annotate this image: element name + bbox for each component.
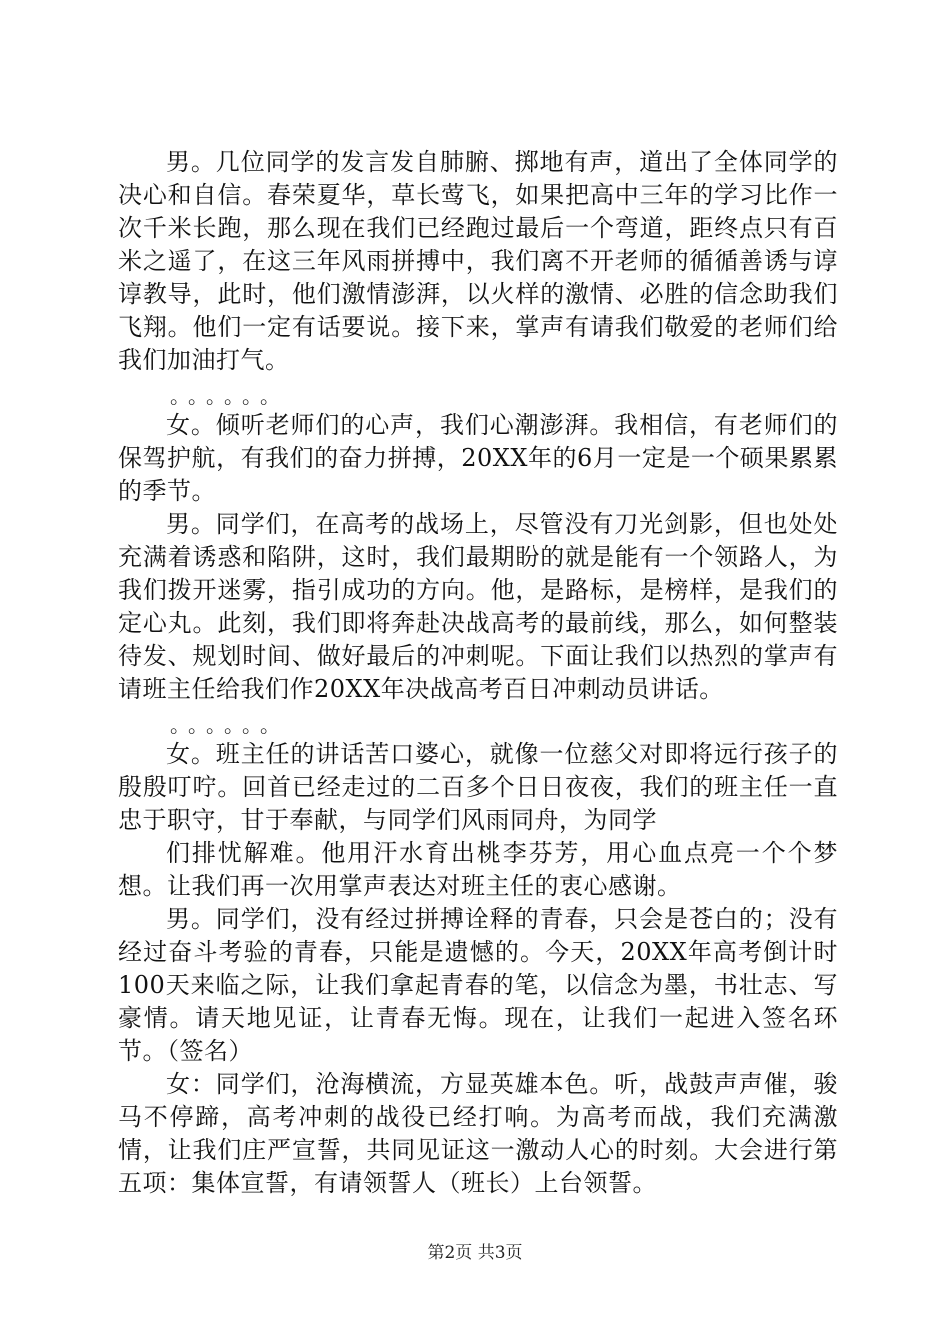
paragraph-male-1: 男。几位同学的发言发自肺腑、掷地有声，道出了全体同学的决心和自信。春荣夏华，草长莺飞，如果把高中三年的学习比作一次千米长跑，那么现在我们已经跑过最后一个弯道，距终点只有百米之遥了，在这三年风雨拼搏中，我们离不开老师的循循善诱与谆谆教导，此时，他们激情澎湃，以火样的激情、必胜的信念助我们飞翔。他们一定有话要说。接下来，掌声有请我们敬爱的老师们给我们加油打气。 xyxy=(118,148,838,374)
page-number-footer: 第2页 共3页 xyxy=(427,1243,523,1263)
paragraph-female-2-continued: 们排忧解难。他用汗水育出桃李芬芳，用心血点亮一个个梦想。让我们再一次用掌声表达对班主任的衷心感谢。 xyxy=(118,839,838,900)
paragraph-female-1: 女。倾听老师们的心声，我们心潮澎湃。我相信，有老师们的保驾护航，有我们的奋力拼搏，20XX年的6月一定是一个硕果累累的季节。 xyxy=(118,411,838,505)
ellipsis-dots-2: 。。。。。。 xyxy=(170,713,288,737)
paragraph-male-3: 男。同学们，没有经过拼搏诠释的青春，只会是苍白的；没有经过奋斗考验的青春，只能是遗憾的。今天，20XX年高考倒计时100天来临之际，让我们拿起青春的笔，以信念为墨，书壮志、写豪情。请天地见证，让青春无悔。现在，让我们一起进入签名环节。（签名） xyxy=(118,905,838,1065)
paragraph-female-3: 女：同学们，沧海横流，方显英雄本色。听，战鼓声声催，骏马不停蹄，高考冲刺的战役已经打响。为高考而战，我们充满激情，让我们庄严宣誓，共同见证这一激动人心的时刻。大会进行第五项：集体宣誓，有请领誓人（班长）上台领誓。 xyxy=(118,1070,838,1197)
paragraph-female-2: 女。班主任的讲话苦口婆心，就像一位慈父对即将远行孩子的殷殷叮咛。回首已经走过的二百多个日日夜夜，我们的班主任一直忠于职守，甘于奉献，与同学们风雨同舟，为同学 xyxy=(118,740,838,834)
ellipsis-dots-1: 。。。。。。 xyxy=(170,384,288,408)
paragraph-male-2: 男。同学们，在高考的战场上，尽管没有刀光剑影，但也处处充满着诱惑和陷阱，这时，我们最期盼的就是能有一个领路人，为我们拨开迷雾，指引成功的方向。他，是路标，是榜样，是我们的定心丸。此刻，我们即将奔赴决战高考的最前线，那么，如何整装待发、规划时间、做好最后的冲刺呢。下面让我们以热烈的掌声有请班主任给我们作20XX年决战高考百日冲刺动员讲话。 xyxy=(118,510,838,703)
document-body xyxy=(118,146,838,1200)
